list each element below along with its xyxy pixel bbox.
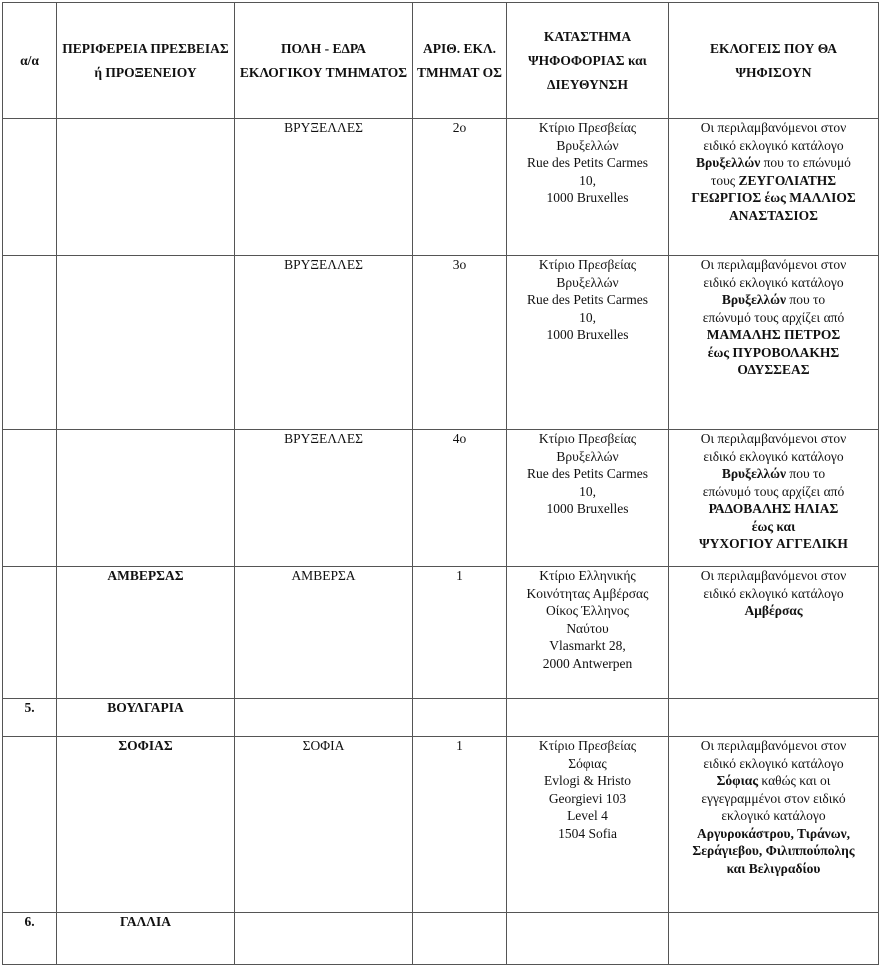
voters-line: Οι περιλαμβανόμενοι στον — [700, 431, 847, 446]
cell-city: ΒΡΥΞΕΛΛΕΣ — [235, 256, 413, 430]
address-line: Rue des Petits Carmes — [526, 466, 649, 481]
cell-voters — [669, 567, 879, 699]
address-line: 1000 Bruxelles — [546, 190, 629, 205]
voters-line: και Βελιγραδίου — [726, 860, 821, 876]
cell-address — [507, 119, 669, 256]
cell-num — [3, 430, 57, 567]
cell-num — [3, 567, 57, 699]
address-line: Κοινότητας Αμβέρσας — [526, 585, 649, 601]
cell-voters — [669, 699, 879, 737]
table-row — [3, 699, 879, 737]
voters-line — [673, 465, 874, 483]
cell-num — [3, 256, 57, 430]
address-line: Βρυξελλών — [556, 137, 619, 153]
cell-num: 6. — [3, 913, 57, 965]
cell-city — [235, 913, 413, 965]
address-line: Κτίριο Πρεσβείας — [538, 257, 637, 272]
voters-line: Αργυροκάστρου, Τιράνων, — [697, 825, 850, 841]
table-row — [3, 256, 879, 430]
address-line: 1000 Bruxelles — [546, 501, 629, 516]
address-line: Κτίριο Πρεσβείας — [538, 431, 637, 446]
voters-text: που το — [786, 466, 826, 481]
cell-section: 4ο — [413, 430, 507, 567]
header-aa: α/α — [3, 3, 57, 119]
address-line: Κτίριο Πρεσβείας — [538, 120, 637, 135]
voters-line: Οι περιλαμβανόμενοι στον — [700, 257, 847, 272]
voters-text: καθώς και οι — [758, 773, 831, 788]
voters-line: Οι περιλαμβανόμενοι στον — [700, 568, 847, 583]
table-row — [3, 119, 879, 256]
address-line: Σόφιας — [568, 755, 607, 771]
voters-bold: Βρυξελλών — [696, 155, 761, 170]
voters-line: επώνυμό τους αρχίζει από — [702, 483, 845, 499]
voters-line: ειδικό εκλογικό κατάλογο — [703, 137, 844, 153]
voters-line: Αμβέρσας — [744, 603, 803, 618]
cell-voters — [669, 913, 879, 965]
voters-bold: Βρυξελλών — [721, 466, 786, 481]
header-city: ΠΟΛΗ - ΕΔΡΑ ΕΚΛΟΓΙΚΟΥ ΤΜΗΜΑΤΟΣ — [235, 3, 413, 119]
cell-region — [57, 119, 235, 256]
cell-city: ΒΡΥΞΕΛΛΕΣ — [235, 430, 413, 567]
address-line: Βρυξελλών — [556, 448, 619, 464]
cell-num — [3, 737, 57, 913]
voters-line: ΨΥΧΟΓΙΟΥ ΑΓΓΕΛΙΚΗ — [699, 536, 848, 551]
voters-line — [673, 772, 874, 790]
voters-line — [673, 154, 874, 172]
cell-section: 1 — [413, 737, 507, 913]
address-line: Ναύτου — [566, 620, 609, 636]
cell-num — [3, 119, 57, 256]
voters-line: ειδικό εκλογικό κατάλογο — [703, 274, 844, 290]
address-line: 1000 Bruxelles — [546, 327, 629, 342]
voters-line: εκλογικό κατάλογο — [721, 808, 826, 823]
address-line: Οίκος Έλληνος — [546, 603, 629, 618]
cell-section — [413, 913, 507, 965]
voters-line — [673, 172, 874, 190]
cell-region: ΣΟΦΙΑΣ — [57, 737, 235, 913]
cell-region — [57, 256, 235, 430]
voters-line: εγγεγραμμένοι στον ειδικό — [701, 790, 846, 806]
cell-num: 5. — [3, 699, 57, 737]
cell-section — [413, 699, 507, 737]
cell-voters — [669, 430, 879, 567]
cell-city: ΑΜΒΕΡΣΑ — [235, 567, 413, 699]
voters-text: που το — [786, 292, 826, 307]
cell-address — [507, 699, 669, 737]
voters-line: έως και — [751, 518, 796, 534]
cell-voters — [669, 119, 879, 256]
address-line: Κτίριο Ελληνικής — [539, 568, 636, 583]
address-line: Vlasmarkt 28, — [549, 638, 626, 653]
cell-address — [507, 256, 669, 430]
voters-line — [673, 291, 874, 309]
address-line: Georgievi 103 — [548, 790, 627, 806]
cell-region: ΓΑΛΛΙΑ — [57, 913, 235, 965]
voters-line: επώνυμό τους αρχίζει από — [702, 309, 845, 325]
cell-address — [507, 430, 669, 567]
voters-line: ΟΔΥΣΣΕΑΣ — [737, 362, 810, 377]
table-row — [3, 913, 879, 965]
voters-line: ειδικό εκλογικό κατάλογο — [703, 448, 844, 464]
address-line: Rue des Petits Carmes — [526, 155, 649, 170]
voters-line: ΜΑΜΑΛΗΣ ΠΕΤΡΟΣ — [706, 327, 841, 342]
address-line: 1504 Sofia — [558, 825, 617, 841]
voters-line: Οι περιλαμβανόμενοι στον — [700, 738, 847, 753]
voters-bold: Βρυξελλών — [721, 292, 786, 307]
cell-address — [507, 913, 669, 965]
cell-voters — [669, 256, 879, 430]
cell-city: ΣΟΦΙΑ — [235, 737, 413, 913]
voters-text: τους — [710, 172, 739, 188]
table-row — [3, 430, 879, 567]
cell-region: ΑΜΒΕΡΣΑΣ — [57, 567, 235, 699]
table-row — [3, 737, 879, 913]
cell-address — [507, 737, 669, 913]
cell-address — [507, 567, 669, 699]
header-store: ΚΑΤΑΣΤΗΜΑ ΨΗΦΟΦΟΡΙΑΣ και ΔΙΕΥΘΥΝΣΗ — [507, 3, 669, 119]
address-line: Κτίριο Πρεσβείας — [538, 738, 637, 753]
cell-city: ΒΡΥΞΕΛΛΕΣ — [235, 119, 413, 256]
voters-bold: ΖΕΥΓΟΛΙΑΤΗΣ — [738, 172, 837, 188]
header-row — [3, 3, 879, 119]
address-line: Level 4 — [567, 808, 608, 823]
cell-section: 2ο — [413, 119, 507, 256]
cell-section: 1 — [413, 567, 507, 699]
voters-line: Σεράγιεβου, Φιλιππούπολης — [692, 843, 855, 858]
cell-region: ΒΟΥΛΓΑΡΙΑ — [57, 699, 235, 737]
header-region: ΠΕΡΙΦΕΡΕΙΑ ΠΡΕΣΒΕΙΑΣ ή ΠΡΟΞΕΝΕΙΟΥ — [57, 3, 235, 119]
voters-line: ΓΕΩΡΓΙΟΣ έως ΜΑΛΛΙΟΣ — [691, 190, 856, 205]
address-line: Βρυξελλών — [556, 274, 619, 290]
address-line: Rue des Petits Carmes — [526, 292, 649, 307]
header-voters: ΕΚΛΟΓΕΙΣ ΠΟΥ ΘΑ ΨΗΦΙΣΟΥΝ — [669, 3, 879, 119]
voters-line: έως ΠΥΡΟΒΟΛΑΚΗΣ — [707, 344, 840, 360]
voters-line: Οι περιλαμβανόμενοι στον — [700, 120, 847, 135]
voters-line: ΑΝΑΣΤΑΣΙΟΣ — [729, 207, 818, 223]
voters-text: που το επώνυμό — [760, 155, 851, 170]
voters-bold: Σόφιας — [716, 773, 759, 788]
table-row — [3, 567, 879, 699]
voters-line: ΡΑΔΟΒΑΛΗΣ ΗΛΙΑΣ — [708, 501, 839, 516]
polling-stations-table — [2, 2, 879, 965]
address-line: Evlogi & Hristo — [544, 773, 631, 788]
cell-voters — [669, 737, 879, 913]
voters-line: ειδικό εκλογικό κατάλογο — [703, 755, 844, 771]
voters-line: ειδικό εκλογικό κατάλογο — [703, 585, 844, 601]
address-line: 2000 Antwerpen — [542, 655, 633, 671]
address-line: 10, — [579, 309, 596, 325]
cell-region — [57, 430, 235, 567]
header-section: ΑΡΙΘ. ΕΚΛ. ΤΜΗΜΑΤ ΟΣ — [413, 3, 507, 119]
cell-city — [235, 699, 413, 737]
address-line: 10, — [579, 483, 596, 499]
cell-section: 3ο — [413, 256, 507, 430]
address-line: 10, — [579, 172, 596, 188]
